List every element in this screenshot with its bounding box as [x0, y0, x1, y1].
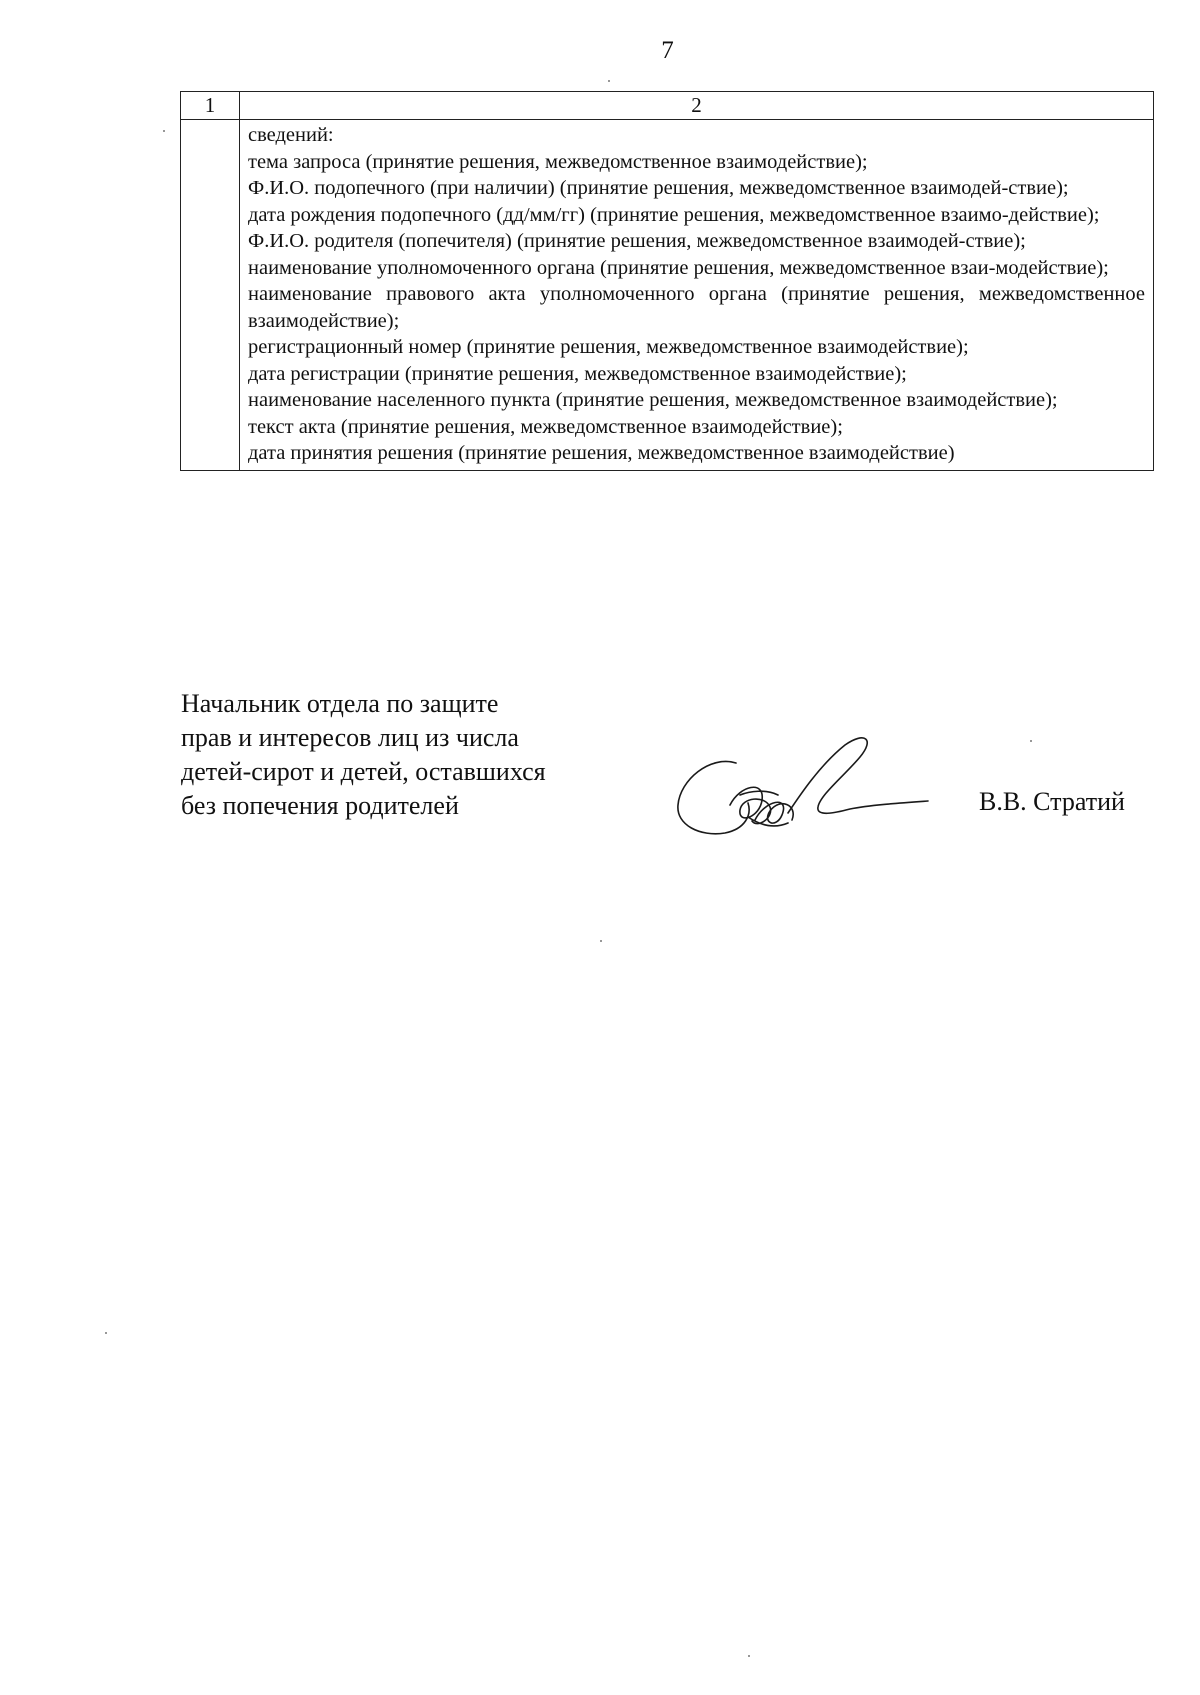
table-header-col2: 2: [240, 92, 1154, 120]
table-row: [181, 120, 1154, 471]
table-text-line: наименование правового акта уполномоченного органа (принятие решения, межведомственное взаимодействие);: [248, 283, 1145, 332]
signer-position: [181, 687, 546, 823]
table-text-line: наименование населенного пункта (принятие решения, межведомственное взаимодействие);: [248, 389, 1058, 411]
signer-position-line: без попечения родителей: [181, 791, 459, 820]
table-text-line: тема запроса (принятие решения, межведомственное взаимодействие);: [248, 150, 868, 173]
signer-position-line: детей-сирот и детей, оставшихся: [181, 757, 546, 786]
table-text-line: дата принятия решения (принятие решения, межведомственное взаимодействие): [248, 442, 955, 464]
table-cell-content: [240, 120, 1154, 471]
handwritten-signature: [670, 725, 930, 840]
table-text-line: текст акта (принятие решения, межведомственное взаимодействие);: [248, 415, 843, 438]
scan-speck: [600, 940, 602, 942]
table-text-line: наименование уполномоченного органа (принятие решения, межведомственное взаи-модействие);: [248, 256, 1109, 279]
table-text-line: сведений:: [248, 124, 334, 146]
scan-speck: [1030, 740, 1032, 742]
table-text-line: Ф.И.О. подопечного (при наличии) (принятие решения, межведомственное взаимодей-ствие);: [248, 177, 1069, 199]
table-header-row: [181, 92, 1154, 120]
scan-speck: [105, 1332, 107, 1334]
table-text-line: Ф.И.О. родителя (попечителя) (принятие решения, межведомственное взаимодей-ствие);: [248, 230, 1026, 252]
table-text-line: дата регистрации (принятие решения, межведомственное взаимодействие);: [248, 362, 907, 385]
signer-position-line: прав и интересов лиц из числа: [181, 723, 519, 752]
table-cell-number: [181, 120, 240, 471]
table-header-col1: 1: [181, 92, 240, 120]
requirements-table: [180, 91, 1154, 471]
table-text-line: регистрационный номер (принятие решения, межведомственное взаимодействие);: [248, 336, 969, 358]
signer-position-line: Начальник отдела по защите: [181, 689, 499, 718]
page-number: 7: [661, 37, 674, 64]
scan-speck: [748, 1655, 750, 1657]
signer-name: В.В. Стратий: [979, 787, 1125, 816]
scan-speck: [608, 80, 610, 82]
scan-speck: [163, 130, 165, 132]
table-text-line: дата рождения подопечного (дд/мм/гг) (принятие решения, межведомственное взаимо-действие);: [248, 203, 1100, 226]
